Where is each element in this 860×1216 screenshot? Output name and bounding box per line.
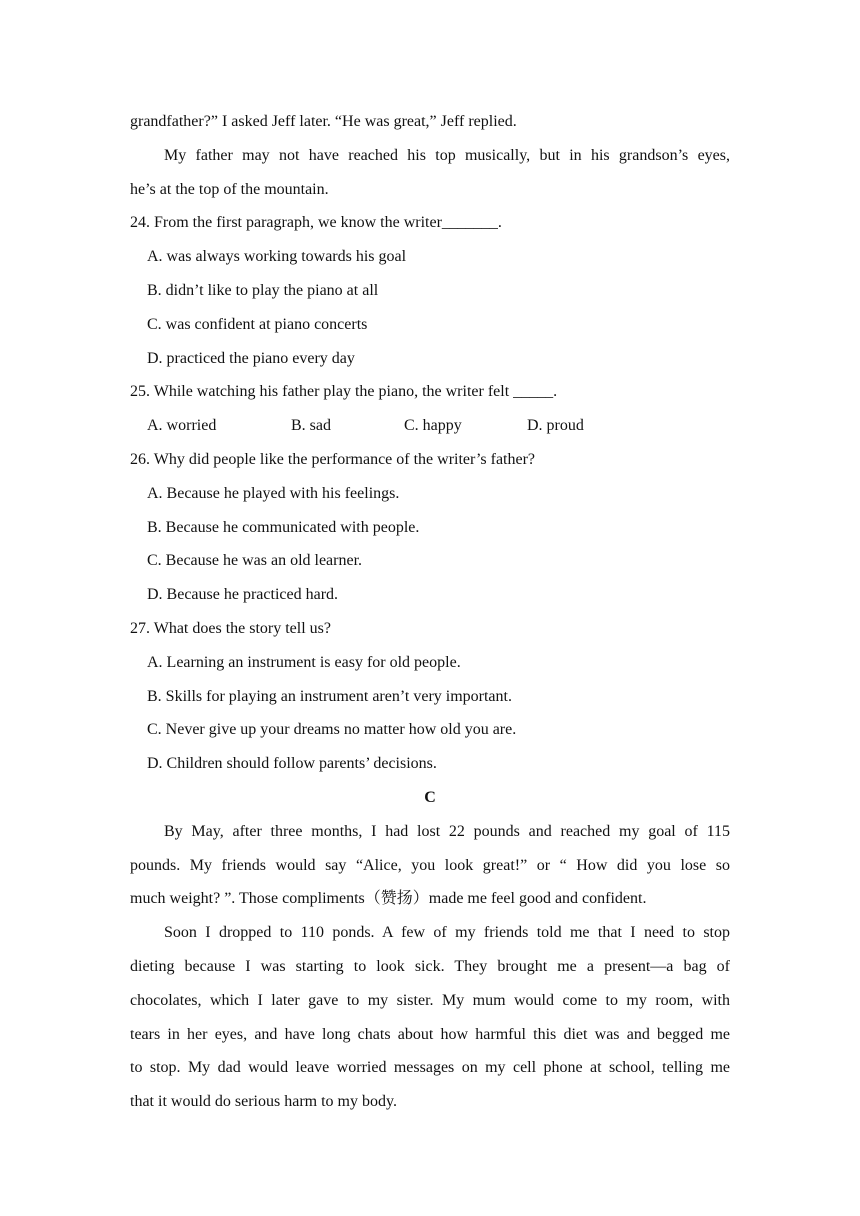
question-27-option-d: D. Children should follow parents’ decisions.: [147, 755, 437, 773]
question-24-stem: 24. From the first paragraph, we know the writer_______.: [130, 214, 502, 232]
question-25-stem: 25. While watching his father play the piano, the writer felt _____.: [130, 383, 558, 401]
question-25-option-c: C. happy: [404, 417, 462, 435]
question-24-option-b: B. didn’t like to play the piano at all: [147, 281, 379, 299]
question-24-option-c: C. was confident at piano concerts: [147, 315, 368, 333]
story-text-line: grandfather?” I asked Jeff later. “He was great,” Jeff replied.: [130, 113, 517, 130]
question-25-option-d: D. proud: [527, 417, 584, 435]
section-c-para2-line: Soon I dropped to 110 ponds. A few of my friends told me that I need to stop: [164, 924, 730, 942]
question-27-stem: 27. What does the story tell us?: [130, 619, 331, 637]
section-c-para1-line: By May, after three months, I had lost 22 pounds and reached my goal of 115: [164, 822, 730, 840]
question-26-option-d: D. Because he practiced hard.: [147, 586, 339, 604]
question-25-option-a: A. worried: [147, 417, 217, 435]
section-c-para2-line: that it would do serious harm to my body.: [130, 1093, 397, 1111]
section-c-para2-line: to stop. My dad would leave worried messages on my cell phone at school, telling me: [130, 1059, 730, 1077]
question-24-option-a: A. was always working towards his goal: [147, 248, 407, 266]
section-c-heading: C: [424, 788, 436, 806]
question-25-options-row: [130, 409, 730, 443]
section-c-para2-line: chocolates, which I later gave to my sister. My mum would come to my room, with: [130, 991, 730, 1009]
section-c-para1-line: pounds. My friends would say “Alice, you look great!” or “ How did you lose so: [130, 856, 730, 874]
question-27-option-b: B. Skills for playing an instrument aren’t very important.: [147, 687, 512, 705]
section-c-para2-line: tears in her eyes, and have long chats about how harmful this diet was and begged me: [130, 1025, 730, 1043]
question-26-stem: 26. Why did people like the performance of the writer’s father?: [130, 450, 536, 468]
question-26-option-a: A. Because he played with his feelings.: [147, 484, 400, 502]
document-page: [130, 105, 730, 1119]
story-text-line: he’s at the top of the mountain.: [130, 180, 329, 198]
section-c-para1-line: much weight? ”. Those compliments（赞扬）made me feel good and confident.: [130, 890, 647, 908]
question-24-option-d: D. practiced the piano every day: [147, 349, 355, 367]
story-text-line: My father may not have reached his top musically, but in his grandson’s eyes,: [164, 146, 730, 164]
question-26-option-c: C. Because he was an old learner.: [147, 552, 363, 570]
question-25-option-b: B. sad: [291, 417, 331, 435]
question-27-option-a: A. Learning an instrument is easy for old people.: [147, 653, 461, 671]
question-27-option-c: C. Never give up your dreams no matter how old you are.: [147, 721, 517, 739]
section-c-para2-line: dieting because I was starting to look sick. They brought me a present—a bag of: [130, 957, 730, 975]
question-26-option-b: B. Because he communicated with people.: [147, 518, 420, 536]
